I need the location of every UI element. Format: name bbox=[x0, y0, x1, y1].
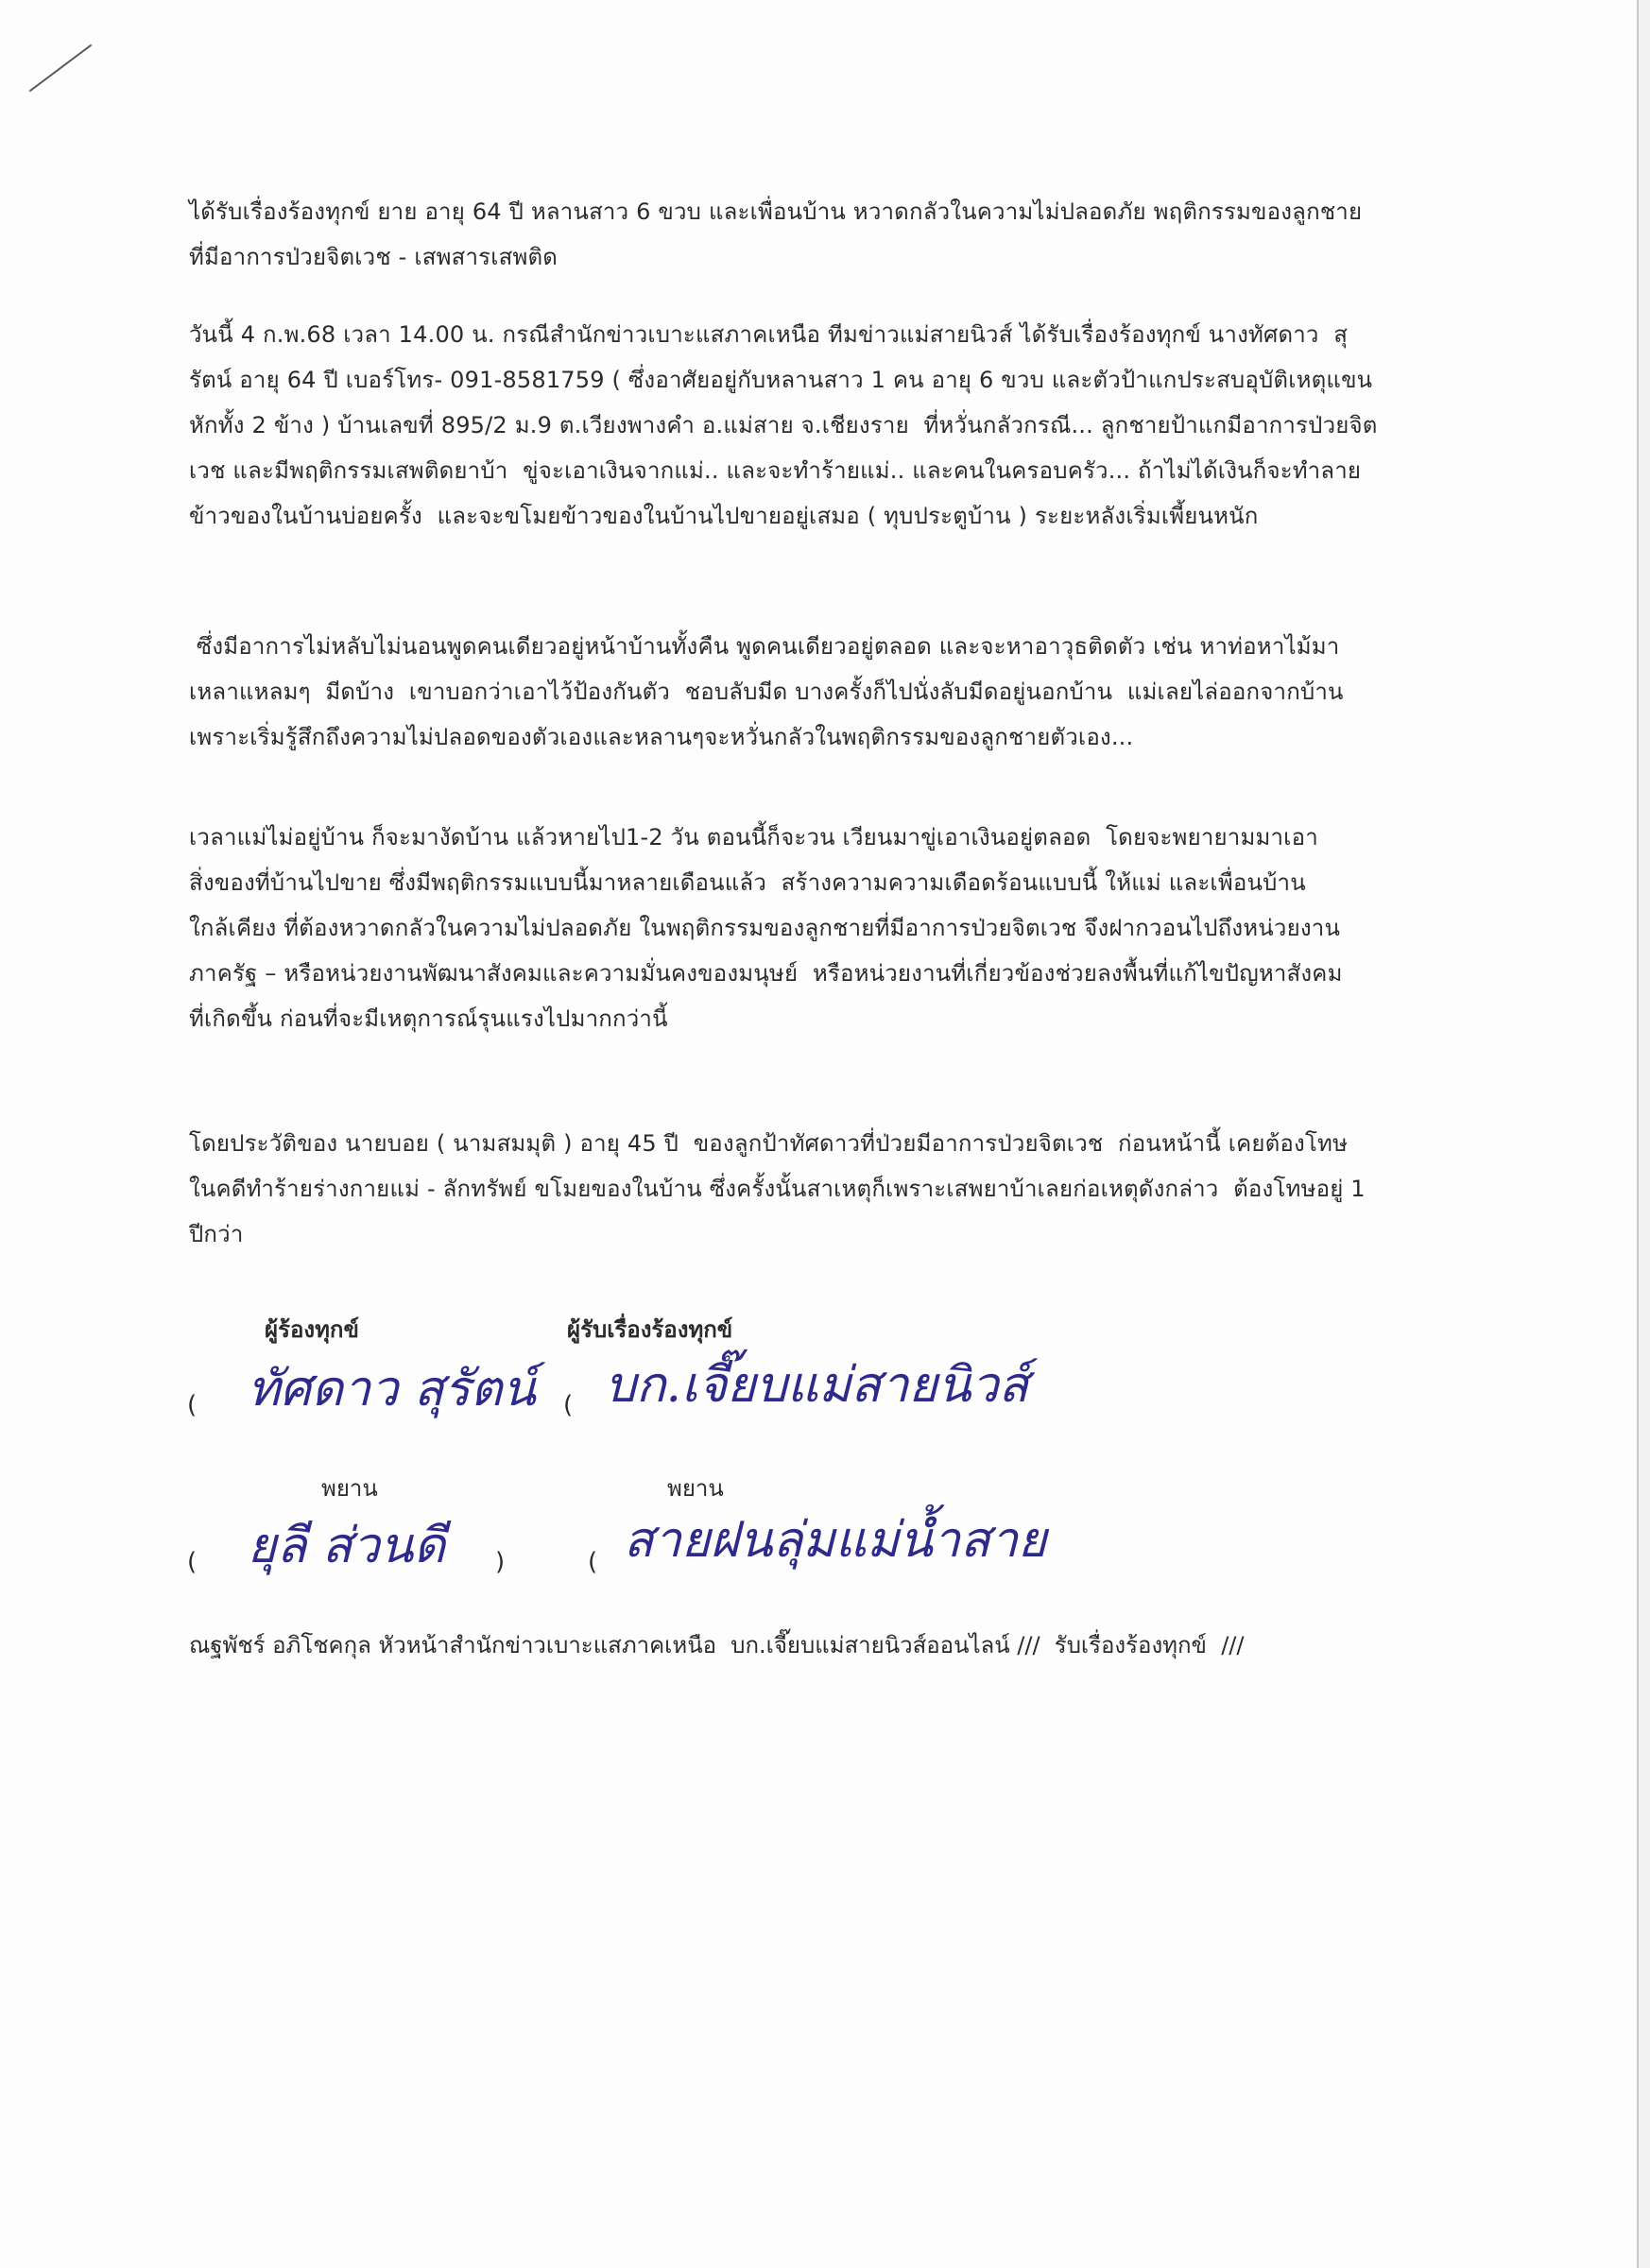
paragraph-line: ภาครัฐ – หรือหน่วยงานพัฒนาสังคมและความมั่นคงของมนุษย์ หรือหน่วยงานที่เกี่ยวข้องช่วยลงพื้นที่แก้ไขปัญหาสังคม bbox=[189, 960, 1343, 987]
paragraph-line: ในคดีทำร้ายร่างกายแม่ - ลักทรัพย์ ขโมยของในบ้าน ซึ่งครั้งนั้นสาเหตุก็เพราะเสพยาบ้าเลยก่อเหตุดังกล่าว ต้องโทษอยู่ 1 bbox=[189, 1176, 1366, 1202]
intro-line: ที่มีอาการป่วยจิตเวช - เสพสารเสพติด bbox=[189, 244, 559, 270]
paragraph-line: ที่เกิดขึ้น ก่อนที่จะมีเหตุการณ์รุนแรงไปมากกว่านี้ bbox=[189, 1005, 668, 1032]
paragraph-line: เพราะเริ่มรู้สึกถึงความไม่ปลอดของตัวเองและหลานๆจะหวั่นกลัวในพฤติกรรมของลูกชายตัวเอง... bbox=[189, 724, 1134, 750]
paren-open: ( bbox=[187, 1548, 198, 1576]
witness-right-signature: สายฝนลุ่มแม่น้ำสาย bbox=[624, 1512, 1047, 1569]
paragraph-line: เวลาแม่ไม่อยู่บ้าน ก็จะมางัดบ้าน แล้วหายไป1-2 วัน ตอนนี้ก็จะวน เวียนมาขู่เอาเงินอยู่ตลอด โดยจะพยายามมาเอา bbox=[189, 824, 1318, 850]
paragraph-line: ซึ่งมีอาการไม่หลับไม่นอนพูดคนเดียวอยู่หน้าบ้านทั้งคืน พูดคนเดียวอยู่ตลอด และจะหาอาวุธติดตัว เช่น หาท่อหาไม้มา bbox=[189, 633, 1340, 660]
page-edge-shadow bbox=[1639, 0, 1650, 2268]
footer-credit: ณฐพัชร์ อภิโชคกุล หัวหน้าสำนักข่าวเบาะแสภาคเหนือ บก.เจี๊ยบแม่สายนิวส์ออนไลน์ /// รับเรื่องร้องทุกข์ /// bbox=[189, 1632, 1245, 1658]
paragraph-line: ปีกว่า bbox=[189, 1221, 244, 1247]
complainant-label: ผู้ร้องทุกข์ bbox=[265, 1316, 359, 1343]
paragraph-line: สิ่งของที่บ้านไปขาย ซึ่งมีพฤติกรรมแบบนี้มาหลายเดือนแล้ว สร้างความความเดือดร้อนแบบนี้ ให้แม่ และเพื่อนบ้าน bbox=[189, 869, 1306, 896]
witness-label-right: พยาน bbox=[667, 1475, 724, 1502]
pen-mark bbox=[26, 42, 95, 94]
behavior-paragraph bbox=[189, 624, 1418, 760]
paren-close: ) bbox=[495, 1548, 506, 1576]
witness-label-left: พยาน bbox=[321, 1475, 378, 1502]
intro-line: ได้รับเรื่องร้องทุกข์ ยาย อายุ 64 ปี หลานสาว 6 ขวบ และเพื่อนบ้าน หวาดกลัวในความไม่ปลอดภัย พฤติกรรมของลูกชาย bbox=[189, 198, 1363, 225]
complaint-paragraph bbox=[189, 312, 1418, 539]
page-edge-line bbox=[1637, 0, 1639, 2268]
request-paragraph bbox=[189, 815, 1418, 1041]
paragraph-line: เวช และมีพฤติกรรมเสพติดยาบ้า ขู่จะเอาเงินจากแม่.. และจะทำร้ายแม่.. และคนในครอบครัว... ถ้าไม่ได้เงินก็จะทำลาย bbox=[189, 457, 1362, 484]
paragraph-line: ข้าวของในบ้านบ่อยครั้ง และจะขโมยข้าวของในบ้านไปขายอยู่เสมอ ( ทุบประตูบ้าน ) ระยะหลังเริ่มเพี้ยนหนัก bbox=[189, 503, 1259, 529]
intro-paragraph bbox=[189, 189, 1418, 280]
paren-open: ( bbox=[563, 1391, 574, 1419]
paragraph-line: ใกล้เคียง ที่ต้องหวาดกลัวในความไม่ปลอดภัย ในพฤติกรรมของลูกชายที่มีอาการป่วยจิตเวช จึงฝากวอนไปถึงหน่วยงาน bbox=[189, 915, 1341, 941]
paragraph-line: หักทั้ง 2 ข้าง ) บ้านเลขที่ 895/2 ม.9 ต.เวียงพางคำ อ.แม่สาย จ.เชียงราย ที่หวั่นกลัวกรณี... ลูกชายป้าแกมีอาการป่วยจิต bbox=[189, 412, 1378, 438]
receiver-label: ผู้รับเรื่องร้องทุกข์ bbox=[567, 1316, 733, 1343]
history-paragraph bbox=[189, 1121, 1418, 1257]
paragraph-line: เหลาแหลมๆ มีดบ้าง เขาบอกว่าเอาไว้ป้องกันตัว ชอบลับมีด บางครั้งก็ไปนั่งลับมีดอยู่นอกบ้าน แม่เลยไล่ออกจากบ้าน bbox=[189, 679, 1344, 705]
paragraph-line: วันนี้ 4 ก.พ.68 เวลา 14.00 น. กรณีสำนักข่าวเบาะแสภาคเหนือ ทีมข่าวแม่สายนิวส์ ได้รับเรื่องร้องทุกข์ นางทัศดาว สุ bbox=[189, 321, 1349, 348]
receiver-signature: บก.เจี๊ยบแม่สายนิวส์ bbox=[605, 1357, 1029, 1414]
paren-open: ( bbox=[588, 1548, 598, 1576]
paragraph-line: รัตน์ อายุ 64 ปี เบอร์โทร- 091-8581759 ( ซึ่งอาศัยอยู่กับหลานสาว 1 คน อายุ 6 ขวบ และตัวป้าแกประสบอุบัติเหตุแขน bbox=[189, 367, 1373, 393]
complainant-signature: ทัศดาว สุรัตน์ bbox=[248, 1361, 536, 1418]
paren-open: ( bbox=[187, 1391, 198, 1419]
paragraph-line: โดยประวัติของ นายบอย ( นามสมมุติ ) อายุ 45 ปี ของลูกป้าทัศดาวที่ป่วยมีอาการป่วยจิตเวช ก่อนหน้านี้ เคยต้องโทษ bbox=[189, 1130, 1349, 1157]
witness-left-signature: ยุลี ส่วนดี bbox=[248, 1518, 446, 1574]
